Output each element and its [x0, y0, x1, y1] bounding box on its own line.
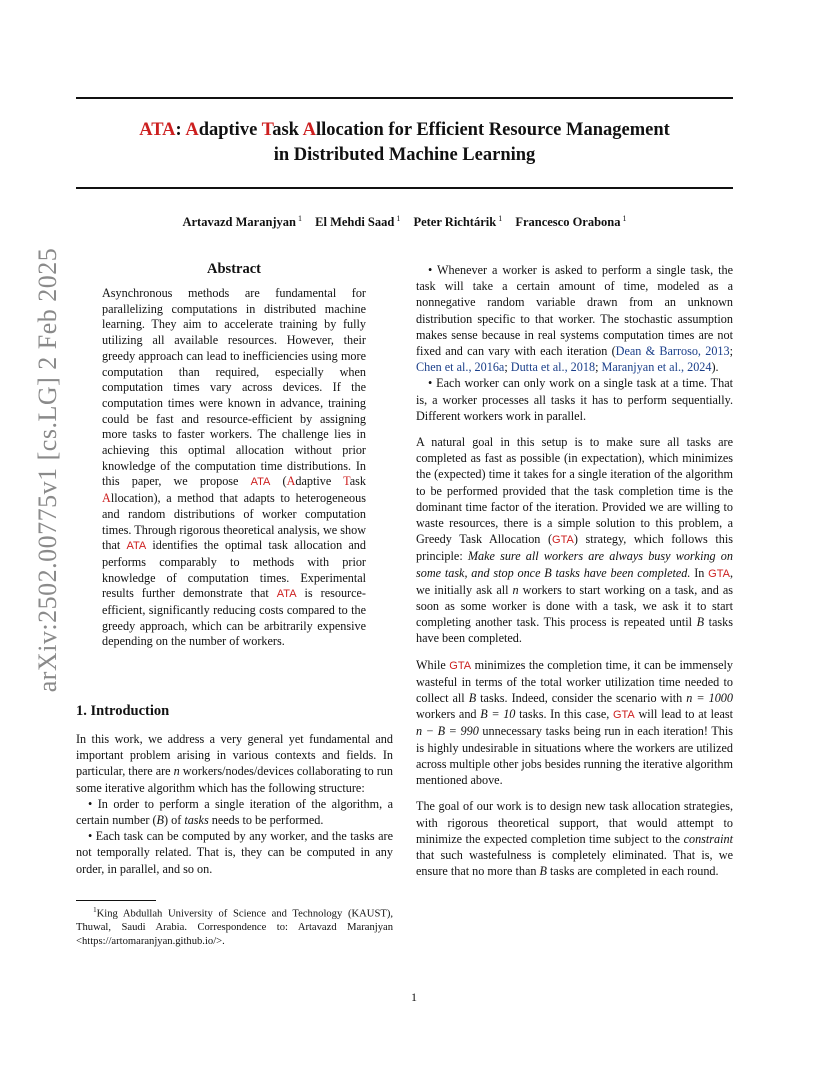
title-line2: in Distributed Machine Learning — [273, 145, 536, 165]
paragraph: In this work, we address a very general yet fundamental and important problem arising in various contexts and fields. In particular, there are n workers/nodes/devices collaborating to run some iterative algorithm which has the following structure: — [76, 732, 393, 795]
bullet-item: • Whenever a worker is asked to perform a single task, the task will take a certain amount of time, modeled as a nonnegative random variable drawn from an unknown distribution specific to that worker. The stochastic assumption makes sense because in real systems computation times are not fixed and can vary with each iteration (Dean & Barroso, 2013; Chen et al., 2016a; Dutta et al., 2018; Maranjyan et al., 2024). — [416, 263, 733, 375]
paragraph: The goal of our work is to design new task allocation strategies, with rigorous theoretical support, that would attempt to minimize the expected completion time subject to the constraint that such wastefulness is completely eliminated. That is, we ensure that no more than B tasks are completed in each round. — [416, 799, 733, 879]
author-list — [76, 214, 733, 230]
arxiv-stamp: arXiv:2502.00775v1 [cs.LG] 2 Feb 2025 — [33, 247, 62, 693]
paragraph: A natural goal in this setup is to make sure all tasks are completed as fast as possible (in expectation), which minimizes the (expected) time it takes for a single iteration of the algorithm to be performed provided that the task completion time is the dominant time factor of the iteration. Provided we are willing to waste resources, there is a simple solution to this problem, a Greedy Task Allocation (GTA) strategy, which follows this principle: Make sure all workers are always busy working on some task, and stop once B tasks have been completed. In GTA, we initially ask all n workers to start working on a task, and as soon as some worker is done with a task, we ask it to start completing another task. This process is repeated until B tasks have been completed. — [416, 435, 734, 646]
author: Artavazd Maranjyan $^1$ — [182, 214, 303, 230]
bullet-item: • In order to perform a single iteration of the algorithm, a certain number (B) of tasks needs to be performed. — [76, 796, 393, 828]
paragraph: While GTA minimizes the completion time, it can be immensely wasteful in terms of the total worker utilization time needed to collect all B tasks. Indeed, consider the scenario with n = 1000 workers and B = 10 tasks. In this case, GTA will lead to at least n − B = 990 unnecessary tasks being run in each iteration! This is highly undesirable in situations where the workers are utilized across multiple other jobs besides running the iterative algorithm mentioned above. — [416, 657, 734, 788]
section-heading-introduction: 1. Introduction — [76, 703, 170, 719]
left-column-text — [76, 731, 393, 877]
title-top-rule — [76, 97, 733, 99]
title-bottom-rule — [76, 187, 733, 189]
author: El Mehdi Saad $^1$ — [315, 214, 401, 230]
page-number: 1 — [411, 990, 417, 1004]
right-column-text — [416, 262, 733, 879]
citation-link[interactable]: Dutta et al., 2018 — [510, 360, 596, 375]
abstract-heading: Abstract — [207, 261, 261, 277]
paper-title: ATA: Adaptive Task Allocation for Efficient Resource Management in Distributed Machine Learning — [139, 120, 670, 165]
citation-link[interactable]: Chen et al., 2016a — [416, 360, 505, 375]
author: Francesco Orabona $^1$ — [515, 214, 627, 230]
bullet-item: • Each task can be computed by any worker, and the tasks are not temporally related. That is, they can be computed in any order, in parallel, and so on. — [76, 829, 393, 876]
footnote-rule — [76, 900, 156, 901]
bullet-item: • Each worker can only work on a single task at a time. That is, a worker processes all tasks it has to perform sequentially. Different workers work in parallel. — [416, 376, 733, 423]
footnote: $^1$King Abdullah University of Science and Technology (KAUST), Thuwal, Saudi Arabia. Correspondence to: Artavazd Maranjyan <https://artomaranjyan.github.io/>. — [76, 906, 393, 947]
author: Peter Richtárik $^1$ — [413, 214, 503, 230]
citation-link[interactable]: Maranjyan et al., 2024 — [601, 360, 712, 375]
title-acronym: ATA — [139, 120, 176, 140]
abstract-body: Asynchronous methods are fundamental for parallelizing computations in distributed machine learning. They aim to accelerate training by fully utilizing all available resources. However, their greedy approach can lead to inefficiencies using more computation than required, especially when computation times vary across devices. If the computation times were known in advance, training could be fast and resource-efficient by assigning more tasks to faster workers. The challenge lies in achieving this optimal allocation without prior knowledge of the computation time distributions. In this paper, we propose ATA (Adaptive Task Allocation), a method that adapts to heterogeneous and random distributions of worker computation times. Through rigorous theoretical analysis, we show that ATA identifies the optimal task allocation and performs comparably to methods with prior knowledge of computation times. Experimental results further demonstrate that ATA is resource-efficient, significantly reducing costs compared to the greedy approach, which can be arbitrarily expensive depending on the number of workers. — [102, 286, 367, 649]
citation-link[interactable]: Dean & Barroso, 2013 — [615, 344, 730, 359]
